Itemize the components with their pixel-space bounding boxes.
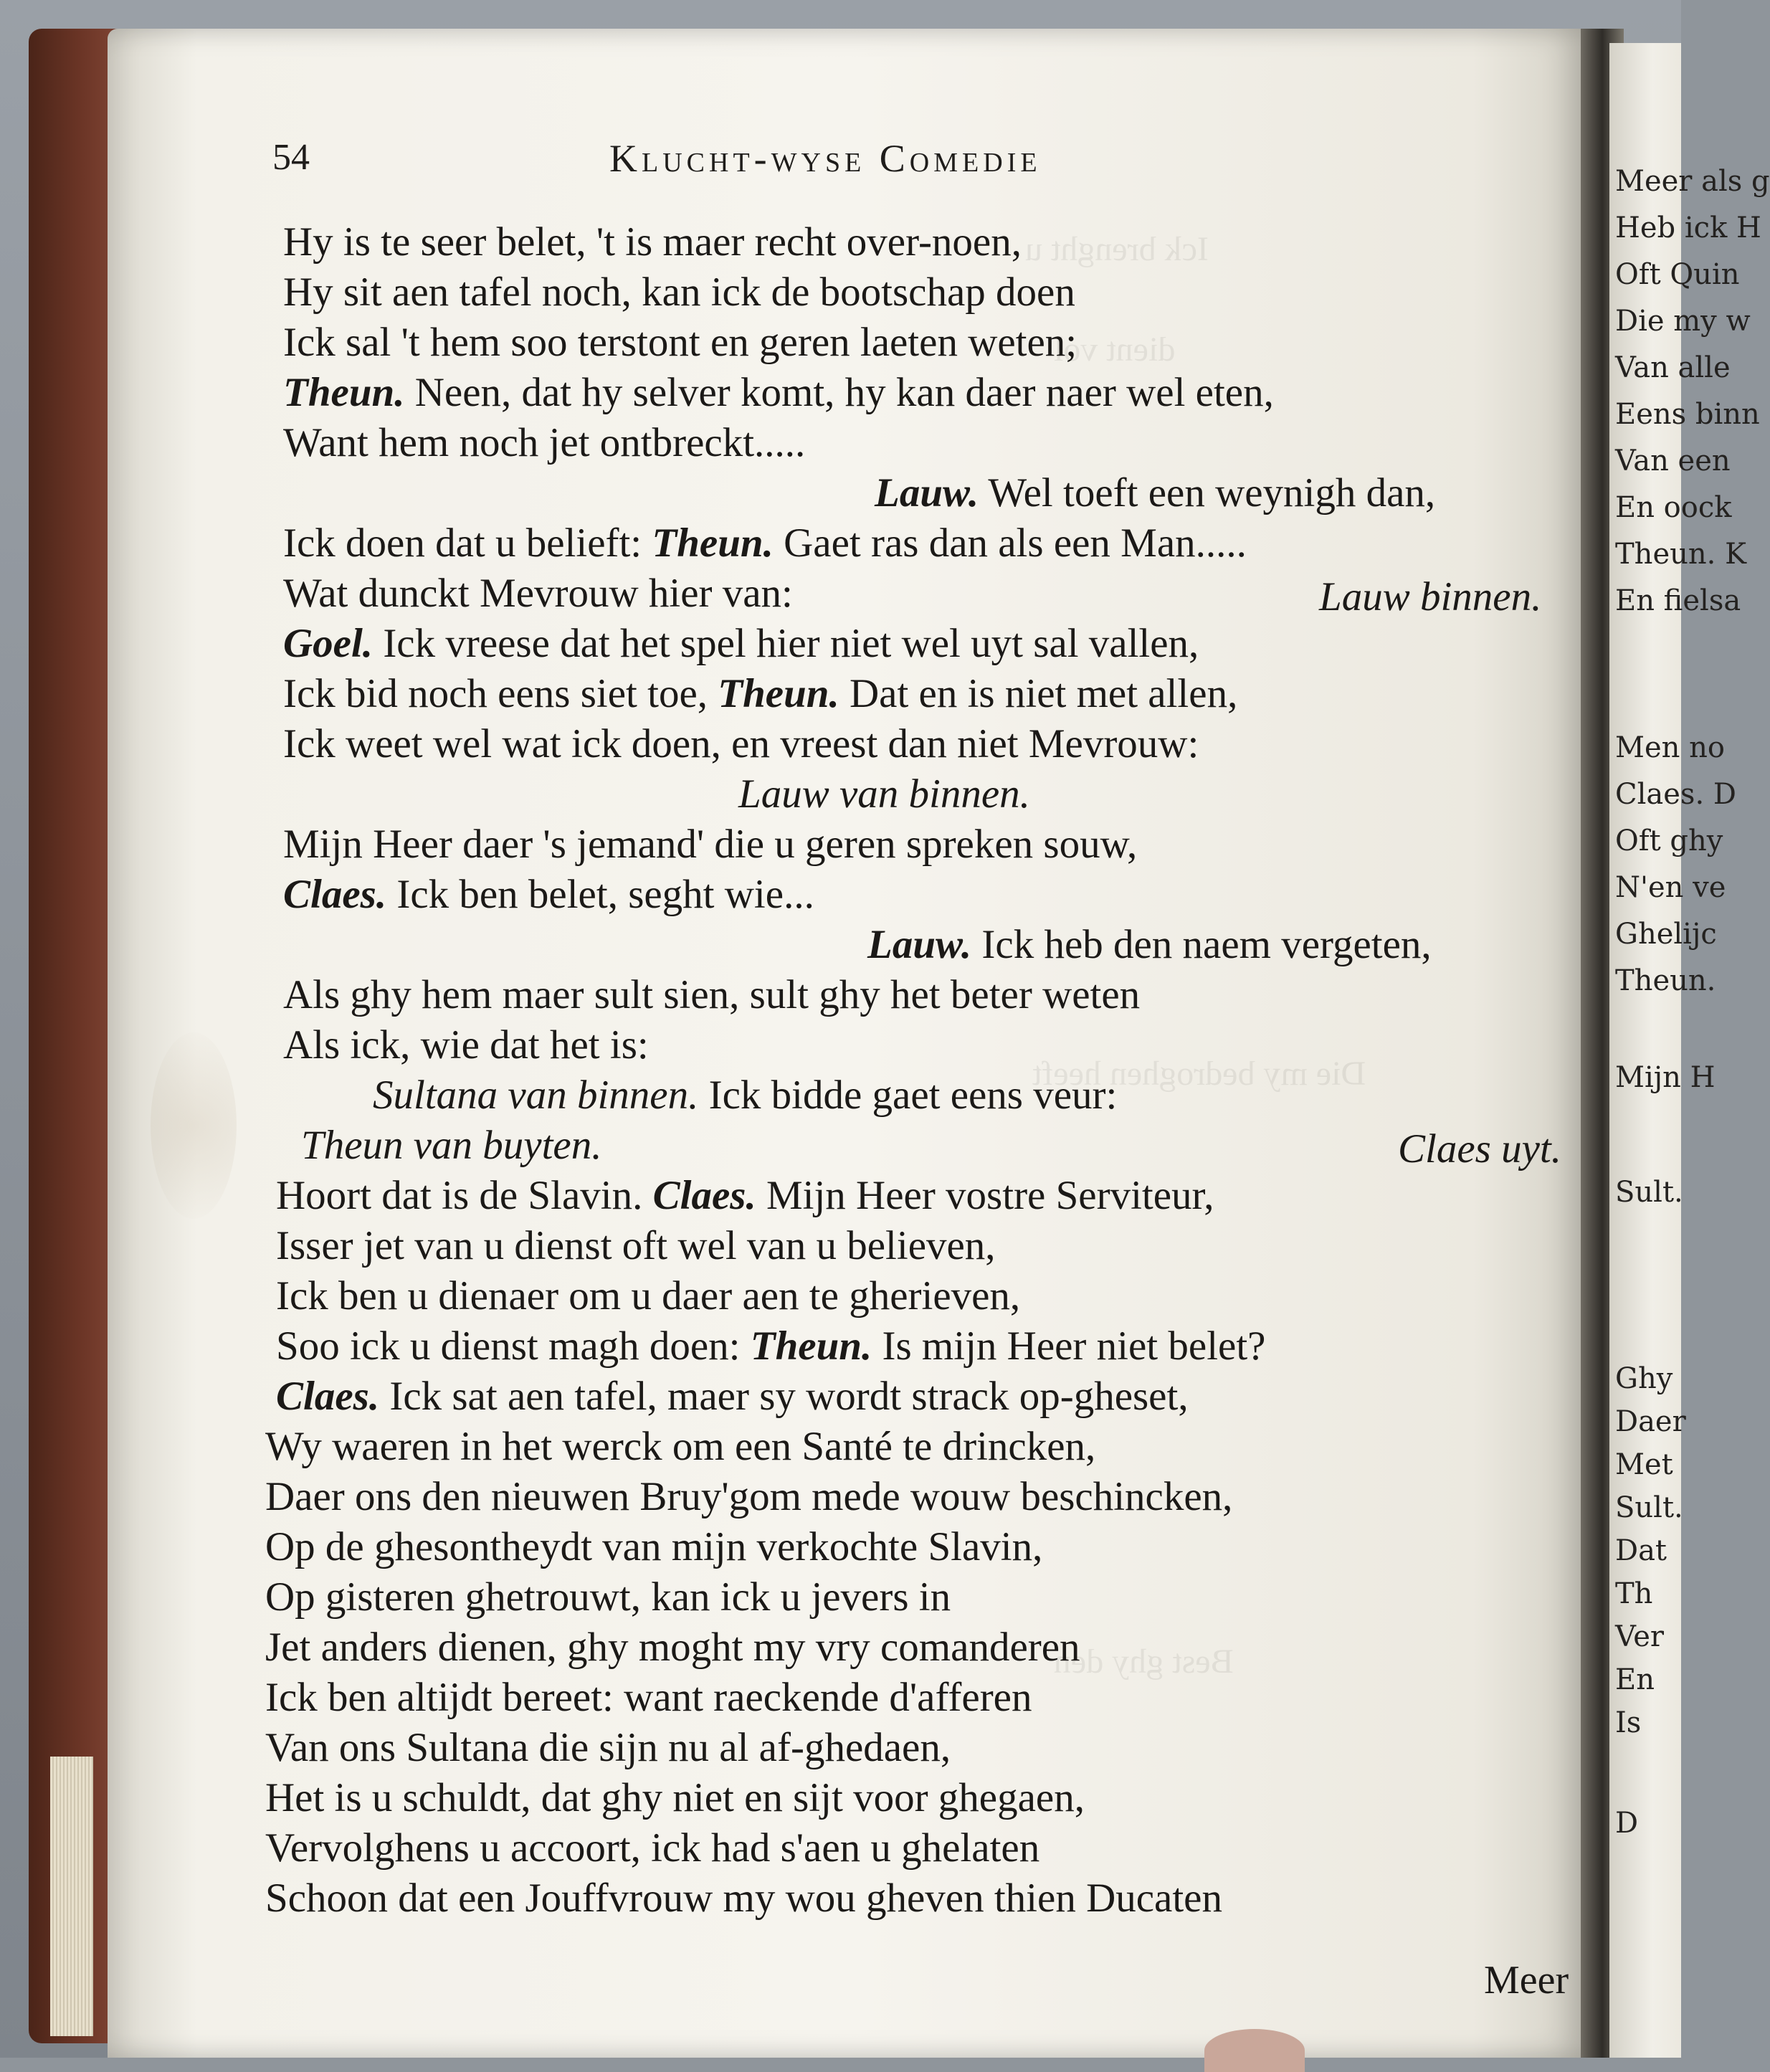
facing-page-text: Th <box>1615 1577 1653 1610</box>
verse-line <box>276 1323 1265 1369</box>
facing-page-text: Eens binn <box>1615 398 1760 431</box>
verse-line <box>1319 574 1541 620</box>
facing-page-text: Claes. D <box>1615 778 1736 811</box>
facing-page-text: Van alle <box>1615 351 1731 384</box>
verse-text: Mijn Heer daer 's jemand' die u geren spreken souw, <box>283 822 1138 867</box>
verse-line <box>276 1373 1189 1420</box>
verse-text: Ick ben altijdt bereet: want raeckende d'afferen <box>265 1675 1032 1720</box>
verse-line <box>265 1524 1042 1570</box>
verse-text: Vervolghens u accoort, ick had s'aen u ghelaten <box>265 1825 1040 1871</box>
facing-page-text: Ghelijc <box>1615 918 1717 951</box>
verse-line <box>283 419 805 466</box>
verse-line <box>276 1222 996 1269</box>
verse-text: Is mijn Heer niet belet? <box>872 1323 1266 1369</box>
facing-page-text: N'en ve <box>1615 871 1726 904</box>
verse-line <box>867 921 1432 968</box>
verse-line <box>276 1273 1020 1319</box>
stage-direction: Sultana van binnen. <box>373 1073 699 1118</box>
verse-line <box>265 1473 1232 1520</box>
facing-page-text: Ghy <box>1615 1362 1673 1395</box>
verse-line <box>283 620 1199 667</box>
verse-line <box>283 821 1137 868</box>
catchword: Meer <box>1484 1958 1569 2002</box>
running-head: Klucht-wyse Comedie <box>609 137 1042 180</box>
facing-page-text: Sult. <box>1615 1491 1683 1524</box>
verse-line <box>265 1674 1032 1721</box>
speaker-name: Theun. <box>718 671 839 716</box>
facing-page-text: Sult. <box>1615 1176 1683 1209</box>
stage-direction: Lauw binnen. <box>1319 574 1542 619</box>
verse-text: Daer ons den nieuwen Bruy'gom mede wouw beschincken, <box>265 1474 1233 1519</box>
facing-page-text: Meer als g <box>1615 165 1770 198</box>
verse-line <box>283 269 1075 315</box>
speaker-name: Lauw. <box>875 470 979 515</box>
stage-direction: Claes uyt. <box>1398 1126 1561 1172</box>
facing-page-text: En <box>1615 1663 1655 1696</box>
finger-tip <box>1204 2029 1305 2072</box>
verse-line <box>283 721 1199 767</box>
verse-text: Ick bidde gaet eens veur: <box>698 1073 1118 1118</box>
speaker-name: Claes. <box>283 872 387 917</box>
verse-line <box>738 771 1030 817</box>
verse-text: Neen, dat hy selver komt, hy kan daer naer wel eten, <box>404 370 1274 415</box>
speaker-name: Theun. <box>283 370 405 415</box>
facing-page-text: Heb ick H <box>1615 212 1761 244</box>
verse-line <box>265 1724 951 1771</box>
verse-line <box>283 971 1140 1018</box>
verse-text: Want hem noch jet ontbreckt..... <box>283 420 806 465</box>
facing-page-edge <box>1609 43 1770 2058</box>
verse-line <box>875 470 1435 516</box>
verse-line <box>283 319 1077 366</box>
facing-page-text: Daer <box>1615 1405 1686 1438</box>
facing-page-text: Is <box>1615 1706 1642 1739</box>
left-page <box>108 29 1591 2058</box>
bleed-through-text: Ick brenght u <box>1025 230 1209 268</box>
verse-line <box>283 520 1247 566</box>
verse-text: Gaet ras dan als een Man..... <box>773 521 1247 566</box>
verse-text: Mijn Heer vostre Serviteur, <box>756 1173 1214 1218</box>
verse-line <box>265 1574 951 1620</box>
facing-page-text: D <box>1615 1807 1639 1840</box>
facing-page-text: Mijn H <box>1615 1061 1716 1094</box>
speaker-name: Theun. <box>750 1323 872 1369</box>
facing-page-text: Oft ghy <box>1615 824 1723 857</box>
verse-text: Dat en is niet met allen, <box>839 671 1238 716</box>
verse-text: Van ons Sultana die sijn nu al af-ghedaen, <box>265 1725 951 1770</box>
verse-text: Ick doen dat u belieft: <box>283 521 652 566</box>
verse-text: Ick bid noch eens siet toe, <box>283 671 718 716</box>
verse-text: Ick sat aen tafel, maer sy wordt strack op-gheset, <box>379 1374 1189 1419</box>
facing-page-text: Van een <box>1615 445 1731 477</box>
verse-text: Hoort dat is de Slavin. <box>276 1173 653 1218</box>
page-number: 54 <box>272 137 310 178</box>
verse-text: Ick weet wel wat ick doen, en vreest dan niet Mevrouw: <box>283 721 1199 766</box>
verse-line <box>265 1875 1222 1921</box>
facing-page-text: En fielsa <box>1615 584 1741 617</box>
verse-line <box>283 1022 649 1068</box>
facing-page-text: Met <box>1615 1448 1673 1481</box>
verse-text: Isser jet van u dienst oft wel van u believen, <box>276 1223 996 1268</box>
facing-page-text: Theun. K <box>1615 538 1746 571</box>
verse-line <box>265 1825 1039 1871</box>
verse-line <box>283 219 1022 265</box>
verse-text: Hy sit aen tafel noch, kan ick de bootschap doen <box>283 270 1075 315</box>
verse-text: Hy is te seer belet, 't is maer recht over-noen, <box>283 219 1022 265</box>
verse-line <box>283 670 1237 717</box>
verse-text: Soo ick u dienst magh doen: <box>276 1323 751 1369</box>
facing-page-text: Dat <box>1615 1534 1667 1567</box>
verse-text: Op gisteren ghetrouwt, kan ick u jevers in <box>265 1574 951 1620</box>
verse-text: Wy waeren in het werck om een Santé te drincken, <box>265 1424 1096 1469</box>
verse-line <box>283 570 793 617</box>
verse-text: Als ghy hem maer sult sien, sult ghy het beter weten <box>283 972 1141 1017</box>
bleed-through-text: Best ghy den <box>1054 1643 1234 1681</box>
page-edges <box>50 1757 93 2036</box>
verse-line <box>276 1172 1214 1219</box>
verse-text: Op de ghesontheydt van mijn verkochte Slavin, <box>265 1524 1043 1569</box>
verse-line <box>283 369 1274 416</box>
speaker-name: Lauw. <box>867 922 972 967</box>
speaker-name: Claes. <box>276 1374 380 1419</box>
verse-text: Als ick, wie dat het is: <box>283 1022 649 1068</box>
facing-page-text: Men no <box>1615 731 1725 764</box>
bleed-through-text: dient vol <box>1054 331 1176 369</box>
verse-line <box>265 1624 1080 1671</box>
verse-text: Ick ben belet, seght wie... <box>386 872 814 917</box>
verse-text: Wel toeft een weynigh dan, <box>979 470 1436 515</box>
verse-text: Schoon dat een Jouffvrouw my wou gheven thien Ducaten <box>265 1876 1222 1921</box>
speaker-name: Goel. <box>283 621 373 666</box>
verse-line <box>265 1774 1085 1821</box>
verse-text: Ick heb den naem vergeten, <box>971 922 1432 967</box>
verse-line <box>283 871 814 918</box>
verse-text: Ick ben u dienaer om u daer aen te gherieven, <box>276 1273 1021 1318</box>
stage-direction: Theun van buyten. <box>301 1123 602 1168</box>
facing-page-text: Ver <box>1615 1620 1665 1653</box>
verse-text-block <box>108 29 1591 2058</box>
verse-text: Ick vreese dat het spel hier niet wel uyt sal vallen, <box>373 621 1199 666</box>
verse-text: Ick sal 't hem soo terstont en geren laeten weten; <box>283 320 1077 365</box>
stage-direction: Lauw van binnen. <box>738 771 1030 817</box>
speaker-name: Theun. <box>652 521 774 566</box>
verse-text: Het is u schuldt, dat ghy niet en sijt voor ghegaen, <box>265 1775 1085 1820</box>
facing-page-text: En oock <box>1615 491 1732 524</box>
speaker-name: Claes. <box>652 1173 756 1218</box>
facing-page-text: Oft Quin <box>1615 258 1740 291</box>
verse-text: Jet anders dienen, ghy moght my vry comanderen <box>265 1625 1080 1670</box>
bleed-through-text: Die my bedroghen heeft <box>1032 1055 1366 1093</box>
verse-line <box>1398 1126 1561 1172</box>
verse-line <box>373 1072 1117 1118</box>
verse-line <box>301 1122 601 1169</box>
facing-page-text: Die my w <box>1615 305 1751 338</box>
verse-text: Wat dunckt Mevrouw hier van: <box>283 571 793 616</box>
facing-page-text: Theun. <box>1615 964 1716 997</box>
verse-line <box>265 1423 1095 1470</box>
